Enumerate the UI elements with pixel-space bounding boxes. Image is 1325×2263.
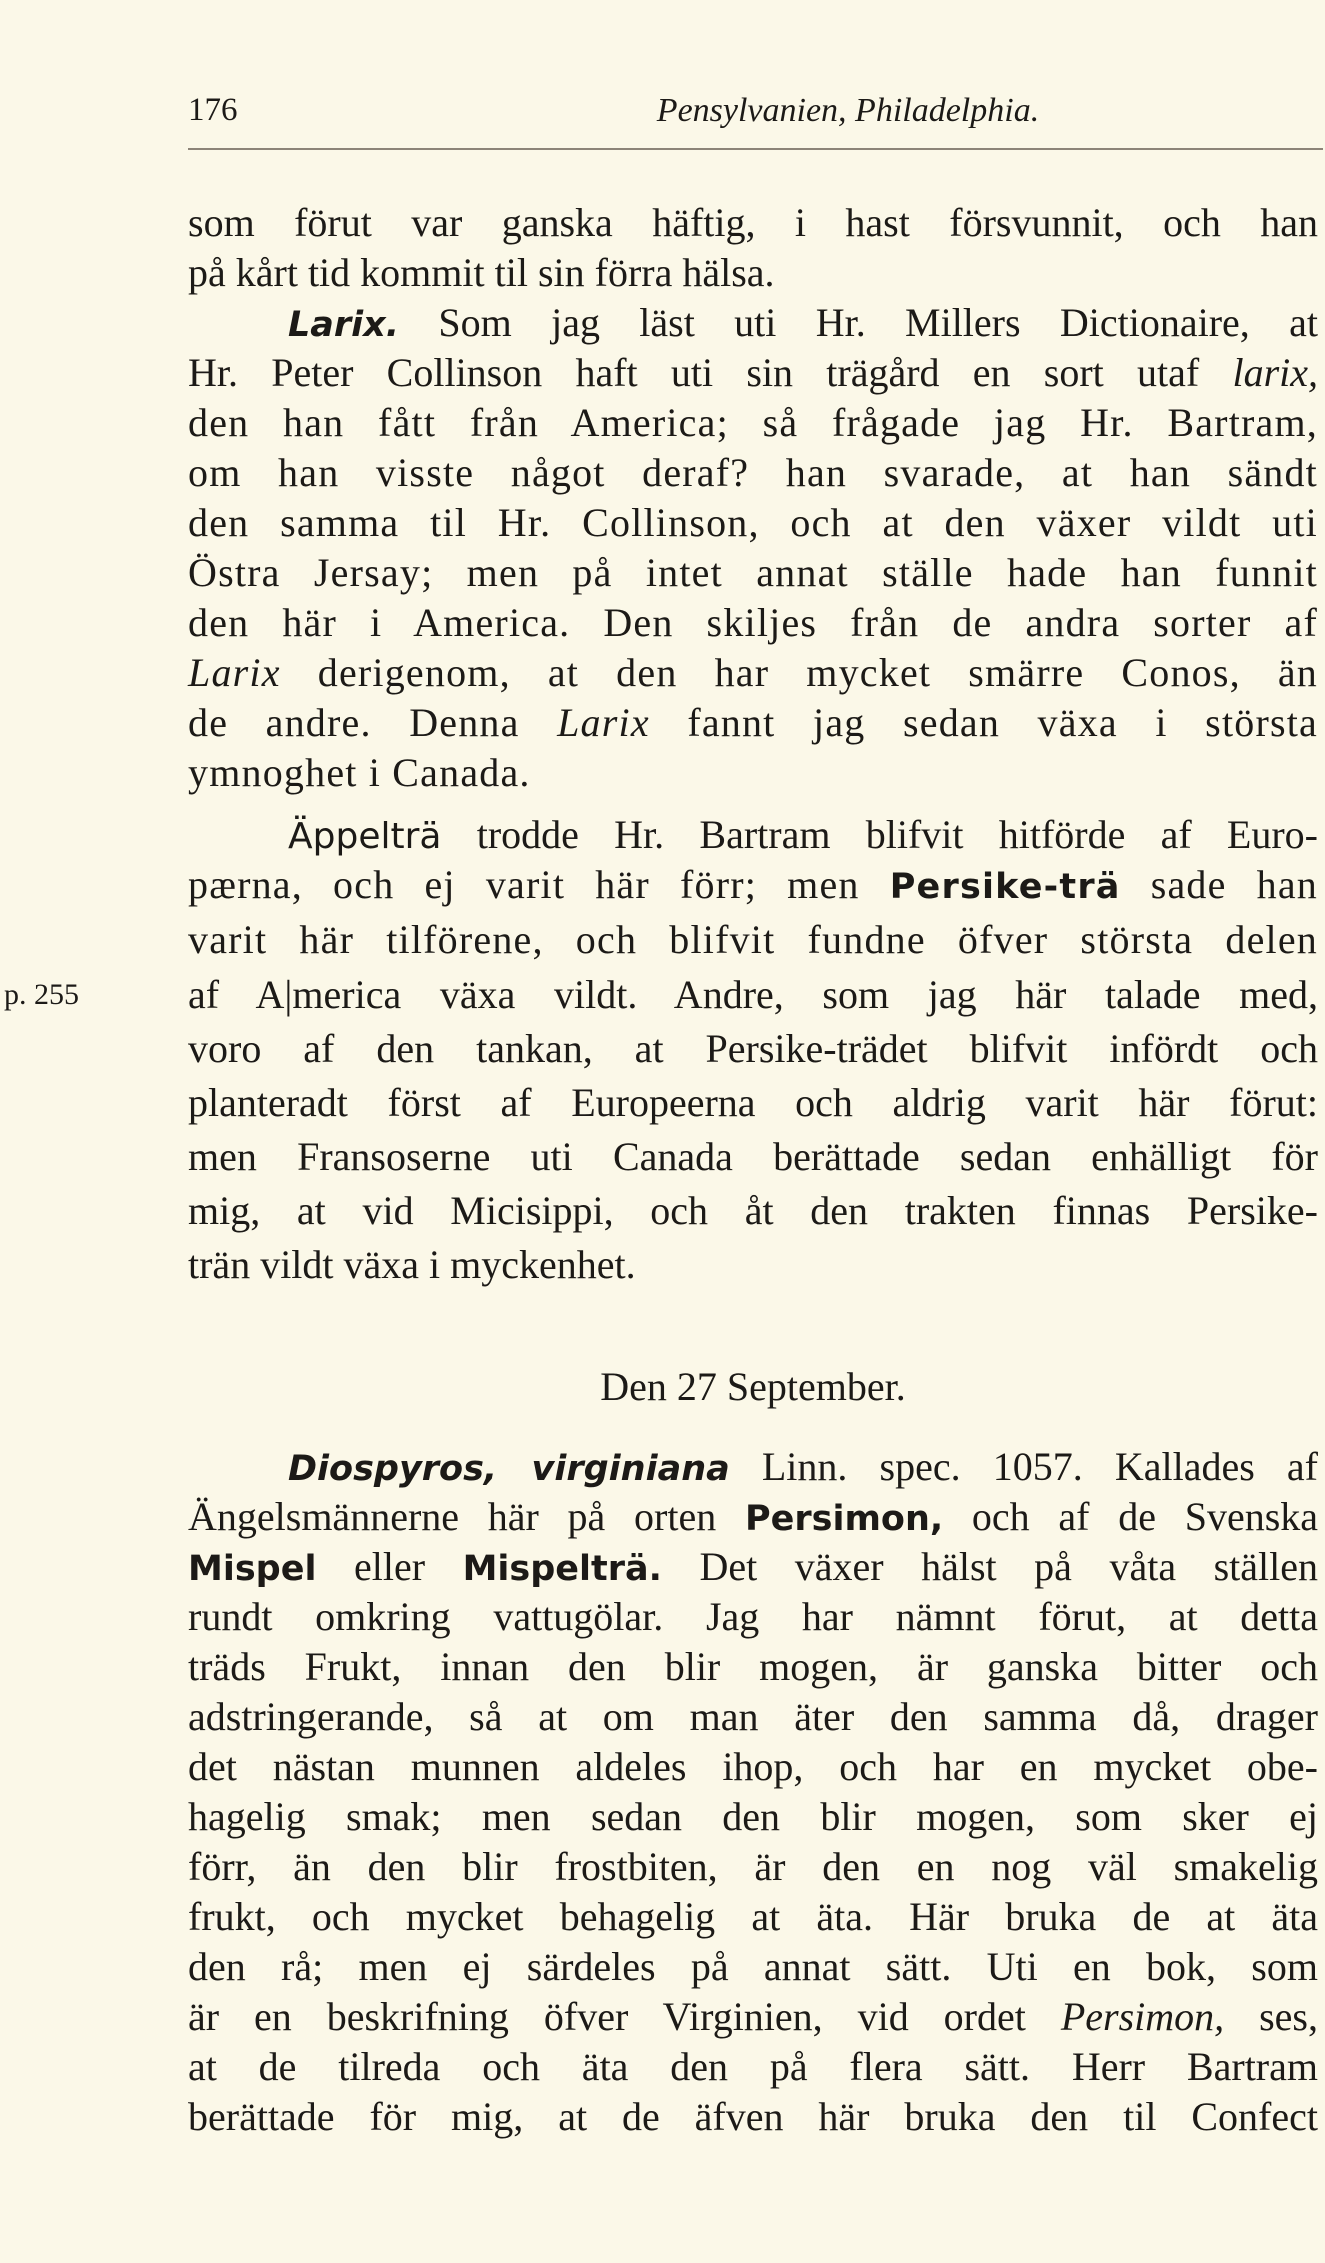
species-name: Diospyros, virginiana xyxy=(288,1449,730,1489)
text-line: af A|merica växa vildt. Andre, som jag här talade med, xyxy=(188,972,1318,1017)
text-line: förr, än den blir frostbiten, är den en nog väl smakelig xyxy=(188,1844,1318,1889)
page-number: 176 xyxy=(188,92,238,128)
text-line: men Fransoserne uti Canada berättade sedan enhälligt för xyxy=(188,1134,1318,1179)
text-line: Larix. Som jag läst uti Hr. Millers Dictionaire, at xyxy=(288,300,1318,345)
text-line: frukt, och mycket behagelig at äta. Här bruka de at äta xyxy=(188,1894,1318,1939)
text-line: rundt omkring vattugölar. Jag har nämnt förut, at detta xyxy=(188,1594,1318,1639)
text-line: ymnoghet i Canada. xyxy=(188,750,531,795)
text-line: på kårt tid kommit til sin förra hälsa. xyxy=(188,250,775,295)
text-line: at de tilreda och äta den på flera sätt. Herr Bartram xyxy=(188,2044,1318,2089)
plant-name: Mispel xyxy=(188,1549,317,1589)
text-line: hagelig smak; men sedan den blir mogen, som sker ej xyxy=(188,1794,1318,1839)
species-name: Larix. xyxy=(288,305,400,345)
text-line: Mispel eller Mispelträ. Det växer hälst på våta ställen xyxy=(188,1544,1319,1589)
text-line: om han visste något deraf? han svarade, at han sändt xyxy=(188,450,1318,495)
text-line: de andre. Denna Larix fannt jag sedan växa i största xyxy=(188,700,1319,745)
text-line: Diospyros, virginiana Linn. spec. 1057. Kallades af xyxy=(288,1444,1318,1489)
text-line: voro af den tankan, at Persike-trädet blifvit infördt och xyxy=(188,1026,1318,1071)
section-heading-date: Den 27 September. xyxy=(600,1364,906,1409)
text-line: pærna, och ej varit här förr; men Persike-trä sade han xyxy=(188,862,1319,907)
page-header xyxy=(188,92,1323,150)
plant-name: Mispelträ. xyxy=(462,1549,662,1589)
text-line: Ängelsmännerne här på orten Persimon, och af de Svenska xyxy=(188,1494,1319,1539)
plant-name: Persimon, xyxy=(744,1499,944,1539)
plant-name: Persike-trä xyxy=(889,867,1121,907)
text-line: mig, at vid Micisippi, och åt den trakten finnas Persike- xyxy=(188,1188,1318,1233)
text-line: den rå; men ej särdeles på annat sätt. Uti en bok, som xyxy=(188,1944,1318,1989)
text-line: Östra Jersay; men på intet annat ställe hade han funnit xyxy=(188,550,1318,595)
text-line: berättade för mig, at de äfven här bruka den til Confect xyxy=(188,2094,1318,2139)
text-line: varit här tilförene, och blifvit fundne öfver största delen xyxy=(188,917,1318,962)
text-line: den han fått från America; så frågade jag Hr. Bartram, xyxy=(188,400,1318,445)
text-line: Äppelträ trodde Hr. Bartram blifvit hitförde af Euro- xyxy=(288,812,1318,857)
text-line: trän vildt växa i myckenhet. xyxy=(188,1242,636,1287)
text-line: den samma til Hr. Collinson, och at den växer vildt uti xyxy=(188,500,1318,545)
text-line: adstringerande, så at om man äter den samma då, drager xyxy=(188,1694,1318,1739)
text-line: den här i America. Den skiljes från de andra sorter af xyxy=(188,600,1318,645)
running-head: Pensylvanien, Philadelphia. xyxy=(656,92,1040,129)
text-line: som förut var ganska häftig, i hast försvunnit, och han xyxy=(188,200,1318,245)
text-line: är en beskrifning öfver Virginien, vid ordet Persimon, ses, xyxy=(188,1994,1318,2039)
text-line: planteradt först af Europeerna och aldrig varit här förut: xyxy=(188,1080,1318,1125)
plant-name: Äppelträ xyxy=(288,816,442,857)
margin-page-reference: p. 255 xyxy=(4,978,79,1011)
text-line: det nästan munnen aldeles ihop, och har en mycket obe- xyxy=(188,1744,1318,1789)
text-line: träds Frukt, innan den blir mogen, är ganska bitter och xyxy=(188,1644,1318,1689)
text-line: Larix derigenom, at den har mycket smärre Conos, än xyxy=(188,650,1319,695)
text-line: Hr. Peter Collinson haft uti sin trägård en sort utaf larix, xyxy=(188,350,1319,395)
